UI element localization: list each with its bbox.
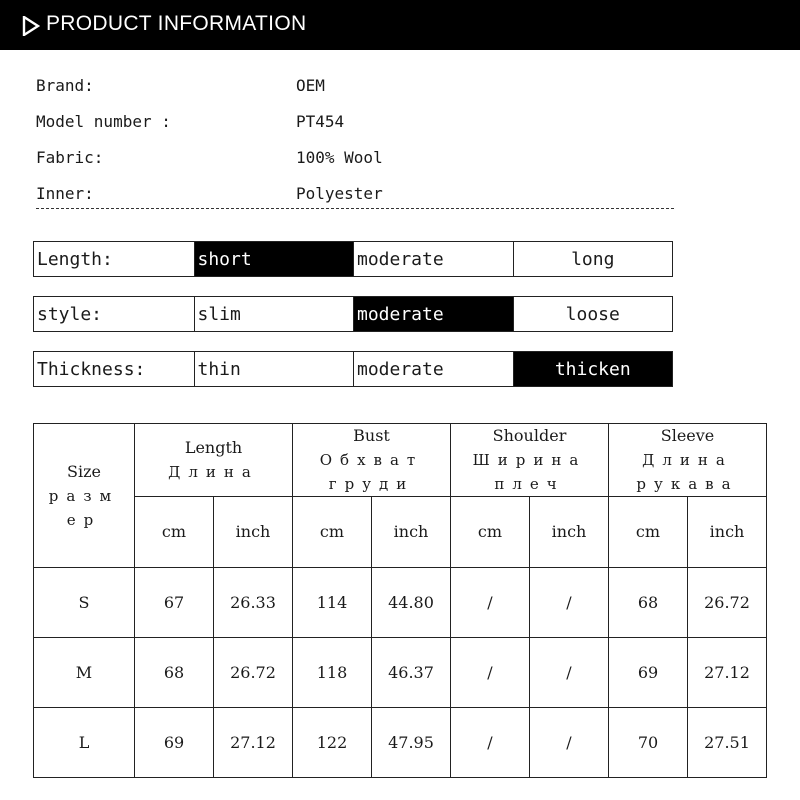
size-header-en: Size: [67, 461, 101, 481]
group-header-length: [135, 424, 293, 497]
value-cell: 26.72: [214, 638, 293, 708]
size-chart-table: [33, 423, 767, 778]
value-cell: 27.12: [688, 638, 767, 708]
value-cell: 114: [293, 568, 372, 638]
value-cell: 67: [135, 568, 214, 638]
size-header-cell: [34, 424, 135, 568]
table-row: [34, 568, 767, 638]
attribute-option: moderate: [353, 352, 513, 386]
value-cell: /: [530, 638, 609, 708]
group-header-en: Sleeve: [660, 426, 715, 445]
value-cell: 68: [609, 568, 688, 638]
attribute-option: slim: [194, 297, 354, 331]
info-label: Model number :: [36, 112, 171, 131]
info-label: Brand:: [36, 76, 94, 95]
attribute-row-style: [33, 296, 673, 332]
dashed-divider: [36, 208, 674, 209]
attribute-option: moderate: [353, 297, 513, 331]
group-header-en: Shoulder: [492, 426, 567, 445]
value-cell: 70: [609, 708, 688, 778]
table-row: [34, 638, 767, 708]
unit-cell: inch: [372, 497, 451, 568]
unit-cell: cm: [451, 497, 530, 568]
unit-cell: inch: [214, 497, 293, 568]
unit-cell: inch: [530, 497, 609, 568]
unit-cell: cm: [609, 497, 688, 568]
value-cell: /: [451, 568, 530, 638]
unit-cell: cm: [135, 497, 214, 568]
attribute-option: moderate: [353, 242, 513, 276]
group-header-ru: Длина: [168, 463, 259, 481]
attribute-row-length: [33, 241, 673, 277]
group-header-ru: Ширина плеч: [472, 451, 587, 493]
value-cell: /: [451, 638, 530, 708]
unit-cell: inch: [688, 497, 767, 568]
group-header-ru: Длина рукава: [636, 451, 739, 493]
attribute-label: Length:: [37, 248, 113, 270]
header-bar: [0, 0, 800, 50]
size-cell: M: [34, 638, 135, 708]
page-title: PRODUCT INFORMATION: [46, 12, 307, 35]
value-cell: 68: [135, 638, 214, 708]
value-cell: /: [530, 708, 609, 778]
value-cell: 46.37: [372, 638, 451, 708]
group-header-bust: [293, 424, 451, 497]
attribute-option: long: [513, 242, 673, 276]
size-cell: L: [34, 708, 135, 778]
info-value: Polyester: [296, 184, 383, 203]
value-cell: 26.33: [214, 568, 293, 638]
table-header-row: [34, 424, 767, 497]
value-cell: 27.51: [688, 708, 767, 778]
group-header-en: Bust: [353, 426, 390, 445]
value-cell: 69: [609, 638, 688, 708]
info-label: Fabric:: [36, 148, 104, 167]
value-cell: 47.95: [372, 708, 451, 778]
value-cell: 44.80: [372, 568, 451, 638]
group-header-sleeve: [609, 424, 767, 497]
unit-header-row: [34, 497, 767, 568]
value-cell: 118: [293, 638, 372, 708]
attribute-option: thicken: [513, 352, 673, 386]
value-cell: 122: [293, 708, 372, 778]
info-value: OEM: [296, 76, 325, 95]
table-row: [34, 708, 767, 778]
attribute-label: Thickness:: [37, 358, 146, 380]
value-cell: 69: [135, 708, 214, 778]
value-cell: /: [530, 568, 609, 638]
group-header-en: Length: [184, 438, 243, 457]
attribute-row-thickness: [33, 351, 673, 387]
value-cell: /: [451, 708, 530, 778]
group-header-ru: Обхват груди: [319, 451, 424, 493]
attribute-option: loose: [513, 297, 673, 331]
info-value: PT454: [296, 112, 345, 131]
group-header-shoulder: [451, 424, 609, 497]
value-cell: 27.12: [214, 708, 293, 778]
info-label: Inner:: [36, 184, 94, 203]
value-cell: 26.72: [688, 568, 767, 638]
attribute-option: short: [194, 242, 354, 276]
size-header-ru: размер: [48, 486, 120, 529]
attribute-label: style:: [37, 303, 103, 325]
size-cell: S: [34, 568, 135, 638]
unit-cell: cm: [293, 497, 372, 568]
attribute-option: thin: [194, 352, 354, 386]
info-value: 100% Wool: [296, 148, 383, 167]
